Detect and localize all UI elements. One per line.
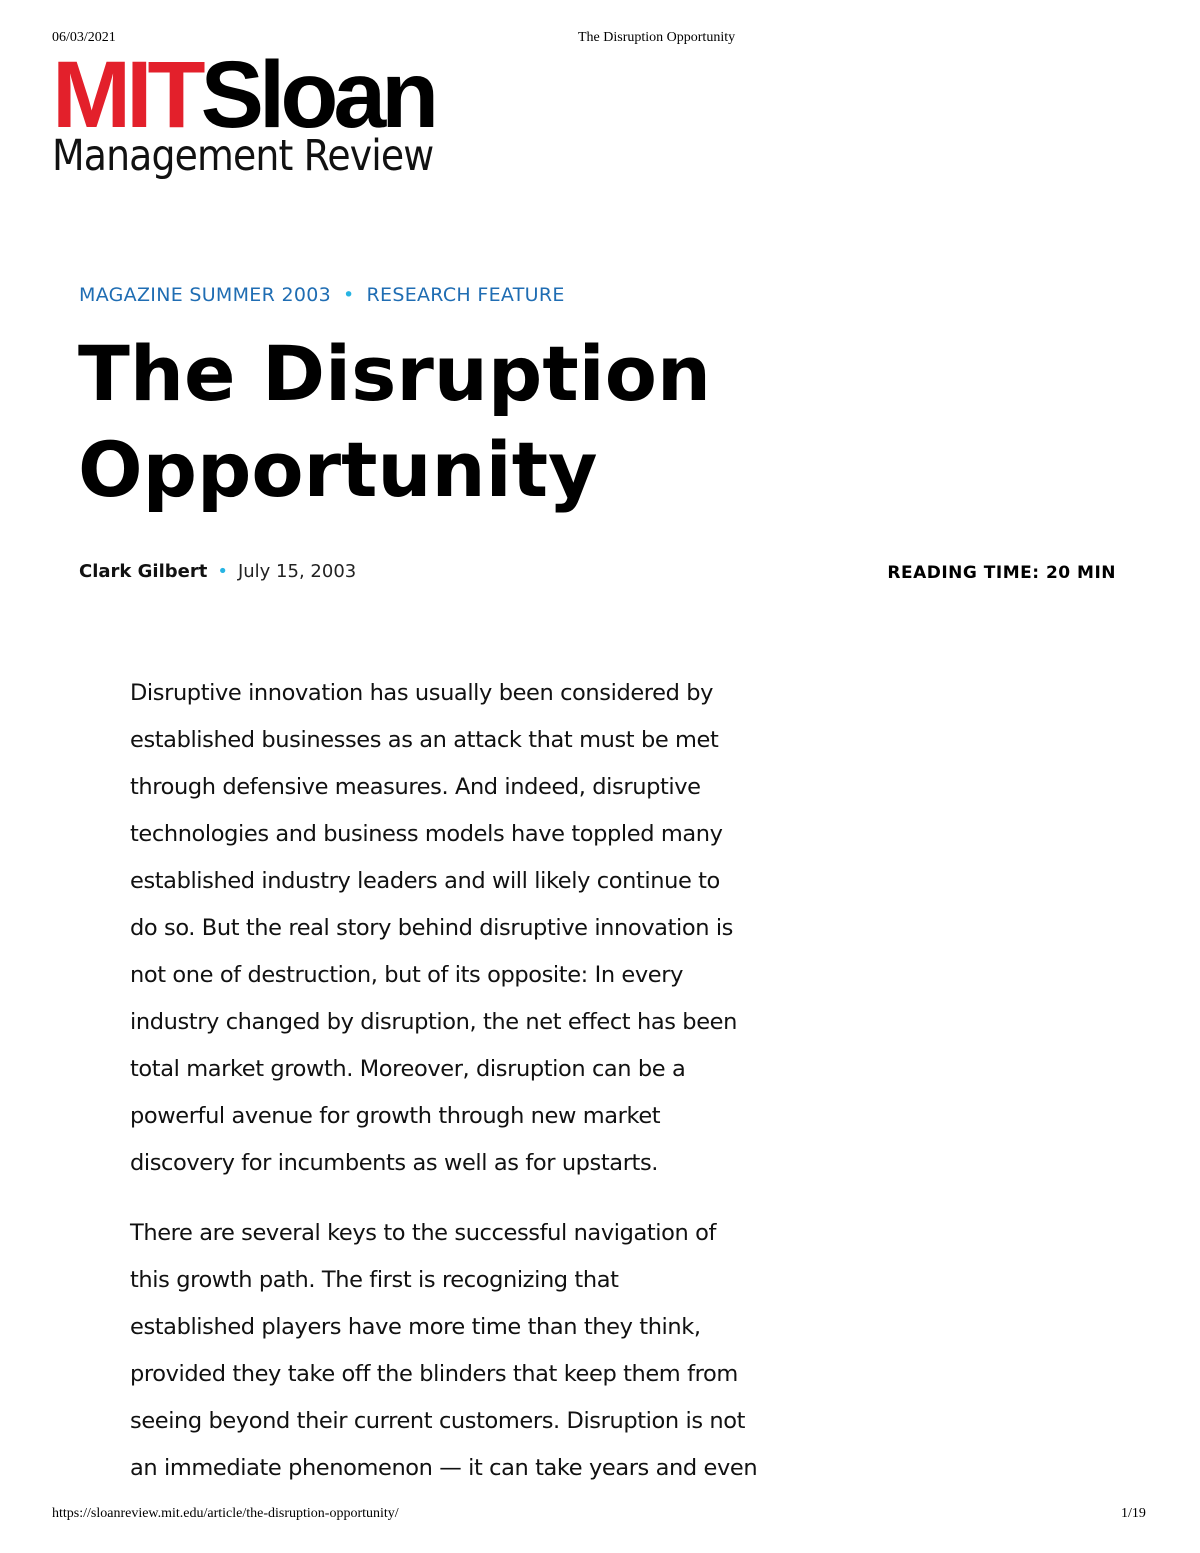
paragraph-line: There are several keys to the successful navigation of <box>130 1220 716 1246</box>
paragraph-line: an immediate phenomenon — it can take years and even <box>130 1455 758 1481</box>
mit-sloan-logo[interactable] <box>52 42 512 181</box>
article-body <box>130 670 820 1492</box>
paragraph-line: seeing beyond their current customers. Disruption is not <box>130 1408 746 1434</box>
paragraph-line: technologies and business models have toppled many <box>130 821 723 847</box>
title-line: Opportunity <box>78 425 598 514</box>
paragraph-line: discovery for incumbents as well as for upstarts. <box>130 1150 659 1176</box>
paragraph-line: established industry leaders and will likely continue to <box>130 868 720 894</box>
article-paragraph <box>130 670 820 1187</box>
kicker-separator-dot: • <box>343 284 355 306</box>
logo-sloan: Sloan <box>200 42 435 148</box>
title-line: The Disruption <box>78 329 712 418</box>
print-date: 06/03/2021 <box>52 30 116 45</box>
paragraph-line: provided they take off the blinders that keep them from <box>130 1361 738 1387</box>
paragraph-line: established businesses as an attack that must be met <box>130 727 719 753</box>
paragraph-line: through defensive measures. And indeed, disruptive <box>130 774 701 800</box>
paragraph-line: industry changed by disruption, the net effect has been <box>130 1009 737 1035</box>
article-kicker <box>79 284 565 306</box>
print-footer-url[interactable]: https://sloanreview.mit.edu/article/the-disruption-opportunity/ <box>52 1506 399 1521</box>
print-page-number: 1/19 <box>1121 1506 1146 1521</box>
paragraph-line: powerful avenue for growth through new market <box>130 1103 661 1129</box>
paragraph-line: this growth path. The first is recognizing that <box>130 1267 619 1293</box>
byline-separator-dot: • <box>217 561 228 582</box>
reading-time: READING TIME: 20 MIN <box>887 563 1116 583</box>
paragraph-line: Disruptive innovation has usually been considered by <box>130 680 713 706</box>
issue-link[interactable]: MAGAZINE SUMMER 2003 <box>79 284 332 306</box>
author-link[interactable]: Clark Gilbert <box>79 561 208 582</box>
category-link[interactable]: RESEARCH FEATURE <box>366 284 565 306</box>
paragraph-line: not one of destruction, but of its opposite: In every <box>130 962 684 988</box>
paragraph-line: established players have more time than they think, <box>130 1314 701 1340</box>
logo-mit: MIT <box>52 42 201 148</box>
article-title <box>78 326 978 518</box>
logo-wordmark <box>52 42 512 148</box>
logo-subtitle: Management Review <box>52 131 434 181</box>
article-byline <box>79 561 356 582</box>
article-paragraph <box>130 1210 820 1492</box>
publish-date: July 15, 2003 <box>237 561 357 582</box>
paragraph-line: do so. But the real story behind disruptive innovation is <box>130 915 733 941</box>
paragraph-line: total market growth. Moreover, disruption can be a <box>130 1056 686 1082</box>
print-header-title: The Disruption Opportunity <box>578 30 736 45</box>
